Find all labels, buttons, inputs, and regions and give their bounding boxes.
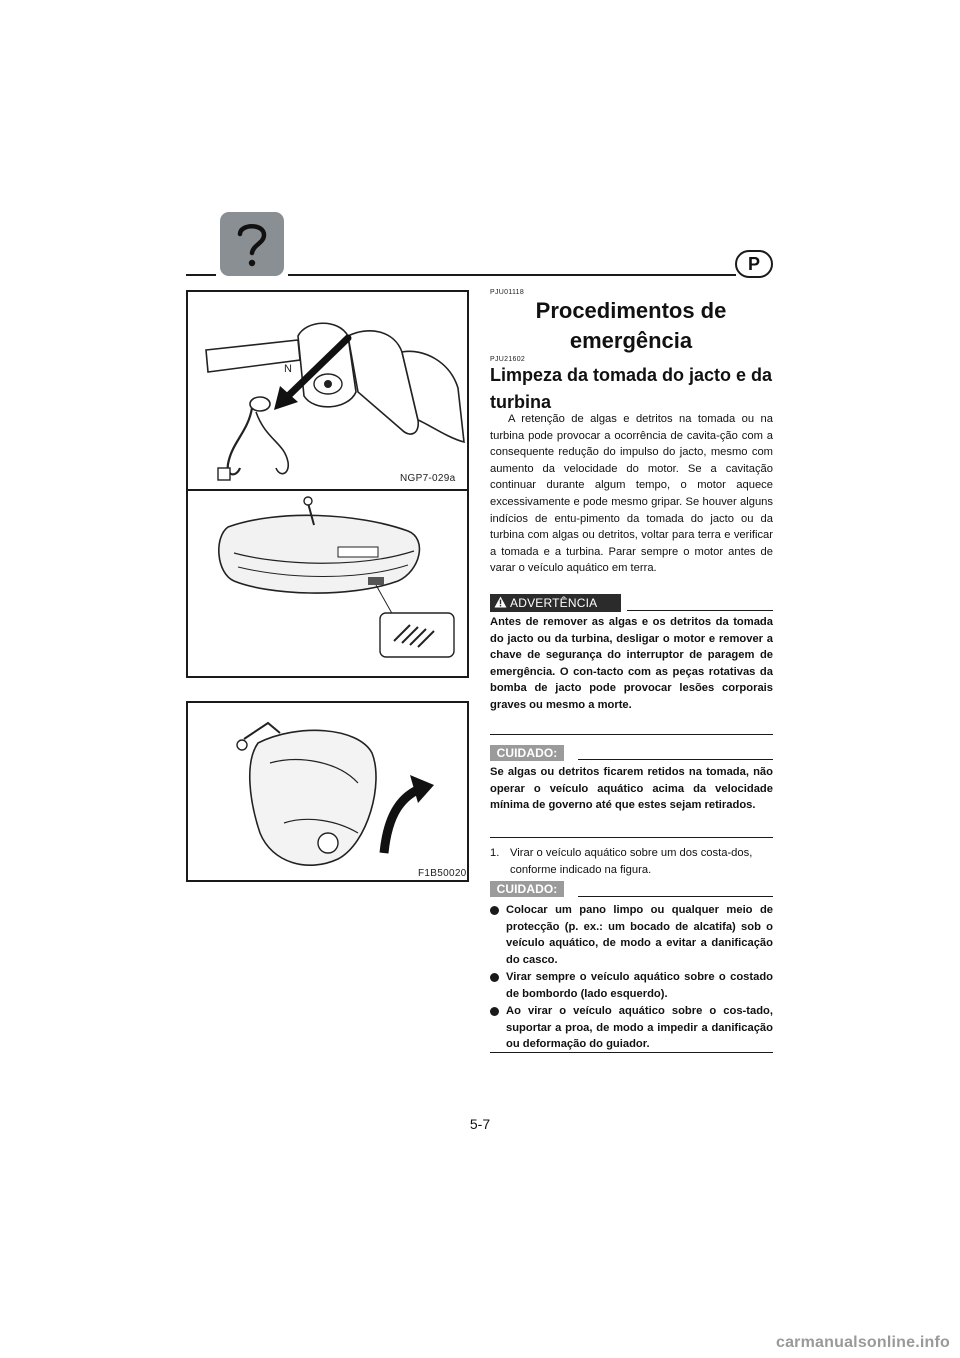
watercraft-rolled-illustration (188, 703, 467, 880)
figure-code-lower: F1B50020 (418, 868, 467, 879)
figure-bottom (186, 701, 469, 882)
caution2-bullet-3 (490, 1003, 773, 1053)
caution2-rule-top (578, 896, 773, 897)
caution2-bullet-1-text: Colocar um pano limpo ou qualquer meio de protecção (p. ex.: um bocado de alcatifa) sob o veículo aquático, de modo a evitar a danificação do casco. (506, 904, 773, 966)
figure-code-upper: NGP7-029a (400, 473, 456, 484)
page-number: 5-7 (469, 1116, 491, 1132)
step-1 (490, 845, 773, 878)
caution1-rule-top (578, 759, 773, 760)
warning-triangle-icon (494, 596, 507, 611)
handlebar-lanyard-illustration (188, 292, 467, 488)
step-1-text: Virar o veículo aquático sobre um dos costa-dos, conforme indicado na figura. (510, 847, 753, 876)
bullet-dot-icon (490, 1007, 499, 1016)
warning-label (490, 594, 621, 612)
caution2-bullet-2-text: Virar sempre o veículo aquático sobre o costado de bombordo (lado esquerdo). (506, 971, 773, 1000)
caution2-bullet-2 (490, 969, 773, 1002)
figure-top (186, 290, 469, 678)
warning-rule-bottom (490, 734, 773, 735)
bullet-dot-icon (490, 906, 499, 915)
svg-text:N: N (284, 363, 292, 375)
caution2-bullet-3-text: Ao virar o veículo aquático sobre o cos-tado, suportar a proa, de modo a impedir a danificação ou deformação do guiador. (506, 1005, 773, 1051)
section-title-line1: Procedimentos de (535, 298, 727, 323)
header-rule-left (186, 274, 216, 276)
question-mark-icon (220, 212, 284, 276)
caution-label-2: CUIDADO: (490, 881, 564, 897)
bullet-dot-icon (490, 973, 499, 982)
caution2-bullet-1 (490, 902, 773, 968)
caution2-rule-bottom (490, 1052, 773, 1053)
subsection-code: PJU21602 (490, 356, 526, 363)
section-title-line2: emergência (569, 328, 693, 353)
language-badge: P (735, 250, 773, 278)
warning-label-text: ADVERTÊNCIA (510, 596, 598, 610)
subsection-title-line2: turbina (490, 392, 551, 412)
caution1-rule-bottom (490, 837, 773, 838)
section-code: PJU01118 (490, 289, 525, 296)
caution1-text: Se algas ou detritos ficarem retidos na tomada, não operar o veículo aquático acima da velocidade mínima de governo até que estes sejam retirados. (490, 766, 773, 812)
caution-label-1: CUIDADO: (490, 745, 564, 761)
subsection-title-line1: Limpeza da tomada do jacto e da (490, 365, 773, 385)
warning-text: Antes de remover as algas e os detritos da tomada do jacto ou da turbina, desligar o motor e remover a chave de segurança do interruptor de paragem de emergência. O con-tacto com as peças rotativas da bomba de jacto pode provocar lesões corporais graves ou mesmo a morte. (490, 616, 773, 711)
warning-rule-top (627, 610, 773, 611)
header-rule-right (288, 274, 736, 276)
step-1-number: 1. (490, 847, 500, 859)
help-box (220, 212, 284, 276)
watercraft-side-illustration (188, 491, 467, 677)
section-title (490, 296, 772, 356)
watermark: carmanualsonline.info (775, 1334, 950, 1351)
intro-paragraph: A retenção de algas e detritos na tomada ou na turbina pode provocar a ocorrência de cavita-ção com a consequente redução do impulso do jacto, mesmo com aumento da velocidade do motor. Se a cavitação continuar durante algum tempo, o motor aquece excessivamente e pode mesmo gripar. Se houver alguns indícios de entu-pimento da tomada do jacto ou da turbina com algas ou detritos, voltar para terra e verificar a tomada e a turbina. Parar sempre o motor antes de varar o veículo aquático em terra. (490, 413, 773, 575)
subsection-title (490, 362, 780, 416)
